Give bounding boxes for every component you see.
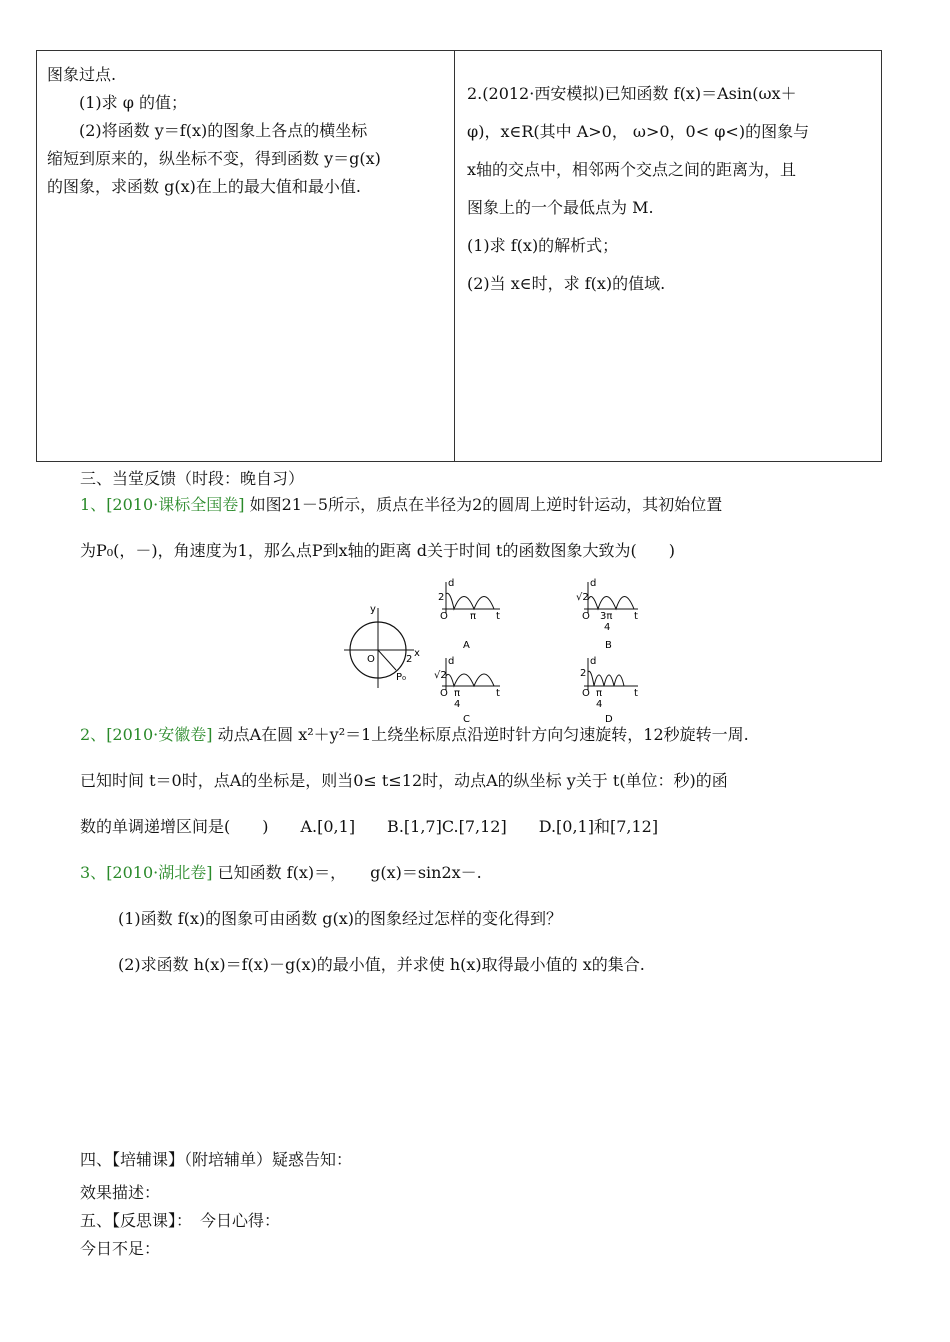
b-x-tick-num: 3π <box>600 611 613 622</box>
q2-source: [2010·安徽卷] <box>106 725 213 744</box>
question-3 <box>80 850 880 988</box>
c-t-label: t <box>496 688 500 699</box>
c-curve <box>446 674 494 686</box>
b-origin: O <box>582 611 590 622</box>
table-right-cell <box>467 75 877 303</box>
right-line: φ)，x∈R(其中 A>0， ω>0，0< φ<)的图象与 <box>467 122 810 141</box>
q2-text-2: 已知时间 t＝0时，点A的坐标是，则当0≤ t≤12时，动点A的纵坐标 y关于 t(单位：秒)的函 <box>80 771 728 790</box>
option-a-graph <box>438 578 500 651</box>
d-origin: O <box>582 688 590 699</box>
main-y-label: y <box>370 604 376 615</box>
a-y-tick: 2 <box>438 592 445 603</box>
d-x-tick-num: π <box>596 688 603 699</box>
circle-diagram <box>344 604 420 688</box>
section-4-heading: 四、【培辅课】（附培辅单）疑惑告知： <box>80 1150 353 1169</box>
b-curve <box>588 597 634 610</box>
q3-sub-1: (1)函数 f(x)的图象可由函数 g(x)的图象经过怎样的变化得到？ <box>118 909 563 928</box>
q1-text-2: 为P₀(，－)，角速度为1，那么点P到x轴的距离 d关于时间 t的函数图象大致为( ) <box>80 541 675 560</box>
table-left-cell <box>47 61 447 201</box>
left-line: 的图象，求函数 g(x)在上的最大值和最小值. <box>47 177 361 196</box>
right-line: (2)当 x∈时，求 f(x)的值域. <box>467 274 666 293</box>
a-curve <box>446 593 494 609</box>
left-line: 图象过点. <box>47 65 117 84</box>
effect-description: 效果描述： <box>80 1183 161 1202</box>
table-divider <box>454 51 455 461</box>
b-y-tick: √2 <box>576 592 589 603</box>
q2-text-3: 数的单调递增区间是( ) A.[0,1] B.[1,7]C.[7,12] D.[0,1]和[7,12] <box>80 817 659 836</box>
right-line: (1)求 f(x)的解析式； <box>467 236 619 255</box>
section-3-heading: 三、当堂反馈（时段：晚自习） <box>80 469 305 488</box>
main-x-label: x <box>414 648 420 659</box>
a-origin: O <box>440 611 448 622</box>
d-d-label: d <box>590 656 597 667</box>
left-line: (1)求 φ 的值； <box>79 93 188 112</box>
d-option-label: D <box>605 714 613 725</box>
q3-source: [2010·湖北卷] <box>106 863 213 882</box>
a-option-label: A <box>463 640 470 651</box>
d-t-label: t <box>634 688 638 699</box>
option-b-graph <box>576 578 638 651</box>
c-y-tick: √2 <box>434 670 447 681</box>
d-curve <box>588 671 624 686</box>
right-line: x轴的交点中，相邻两个交点之间的距离为，且 <box>467 160 797 179</box>
b-d-label: d <box>590 578 597 589</box>
question-1 <box>80 482 880 574</box>
d-y-tick: 2 <box>580 668 587 679</box>
a-d-label: d <box>448 578 455 589</box>
a-x-tick: π <box>470 611 477 622</box>
q1-text: 如图21－5所示，质点在半径为2的圆周上逆时针运动，其初始位置 <box>244 495 723 514</box>
problem-table <box>36 50 882 462</box>
b-option-label: B <box>605 640 612 651</box>
main-radius-label: 2 <box>406 654 413 665</box>
figure-21-5 <box>340 576 660 726</box>
d-x-tick-den: 4 <box>596 699 603 710</box>
c-x-tick-num: π <box>454 688 461 699</box>
left-line: 缩短到原来的，纵坐标不变，得到函数 y＝g(x) <box>47 149 381 168</box>
q2-text: 动点A在圆 x²＋y²＝1上绕坐标原点沿逆时针方向匀速旋转，12秒旋转一周. <box>212 725 749 744</box>
main-origin: O <box>367 654 375 665</box>
q1-source: [2010·课标全国卷] <box>106 495 245 514</box>
c-origin: O <box>440 688 448 699</box>
right-line: 图象上的一个最低点为 M. <box>467 198 654 217</box>
b-t-label: t <box>634 611 638 622</box>
q1-number: 1、 <box>80 495 107 514</box>
q3-sub-2: (2)求函数 h(x)＝f(x)－g(x)的最小值，并求使 h(x)取得最小值的 x的集合. <box>118 955 645 974</box>
section-5-heading: 五、【反思课】： 今日心得： <box>80 1211 281 1230</box>
left-line: (2)将函数 y＝f(x)的图象上各点的横坐标 <box>79 121 368 140</box>
q3-number: 3、 <box>80 863 107 882</box>
b-x-tick-den: 4 <box>604 622 611 633</box>
q2-number: 2、 <box>80 725 107 744</box>
radius-line <box>378 650 396 670</box>
question-2 <box>80 712 880 850</box>
c-option-label: C <box>463 714 470 725</box>
today-shortcomings: 今日不足： <box>80 1239 161 1258</box>
q3-text: 已知函数 f(x)＝， g(x)＝sin2x－. <box>212 863 482 882</box>
c-d-label: d <box>448 656 455 667</box>
a-t-label: t <box>496 611 500 622</box>
right-line: 2.(2012·西安模拟)已知函数 f(x)＝Asin(ωx＋ <box>467 84 797 103</box>
main-p0-label: P₀ <box>396 672 407 683</box>
figure-svg <box>340 576 660 726</box>
c-x-tick-den: 4 <box>454 699 461 710</box>
